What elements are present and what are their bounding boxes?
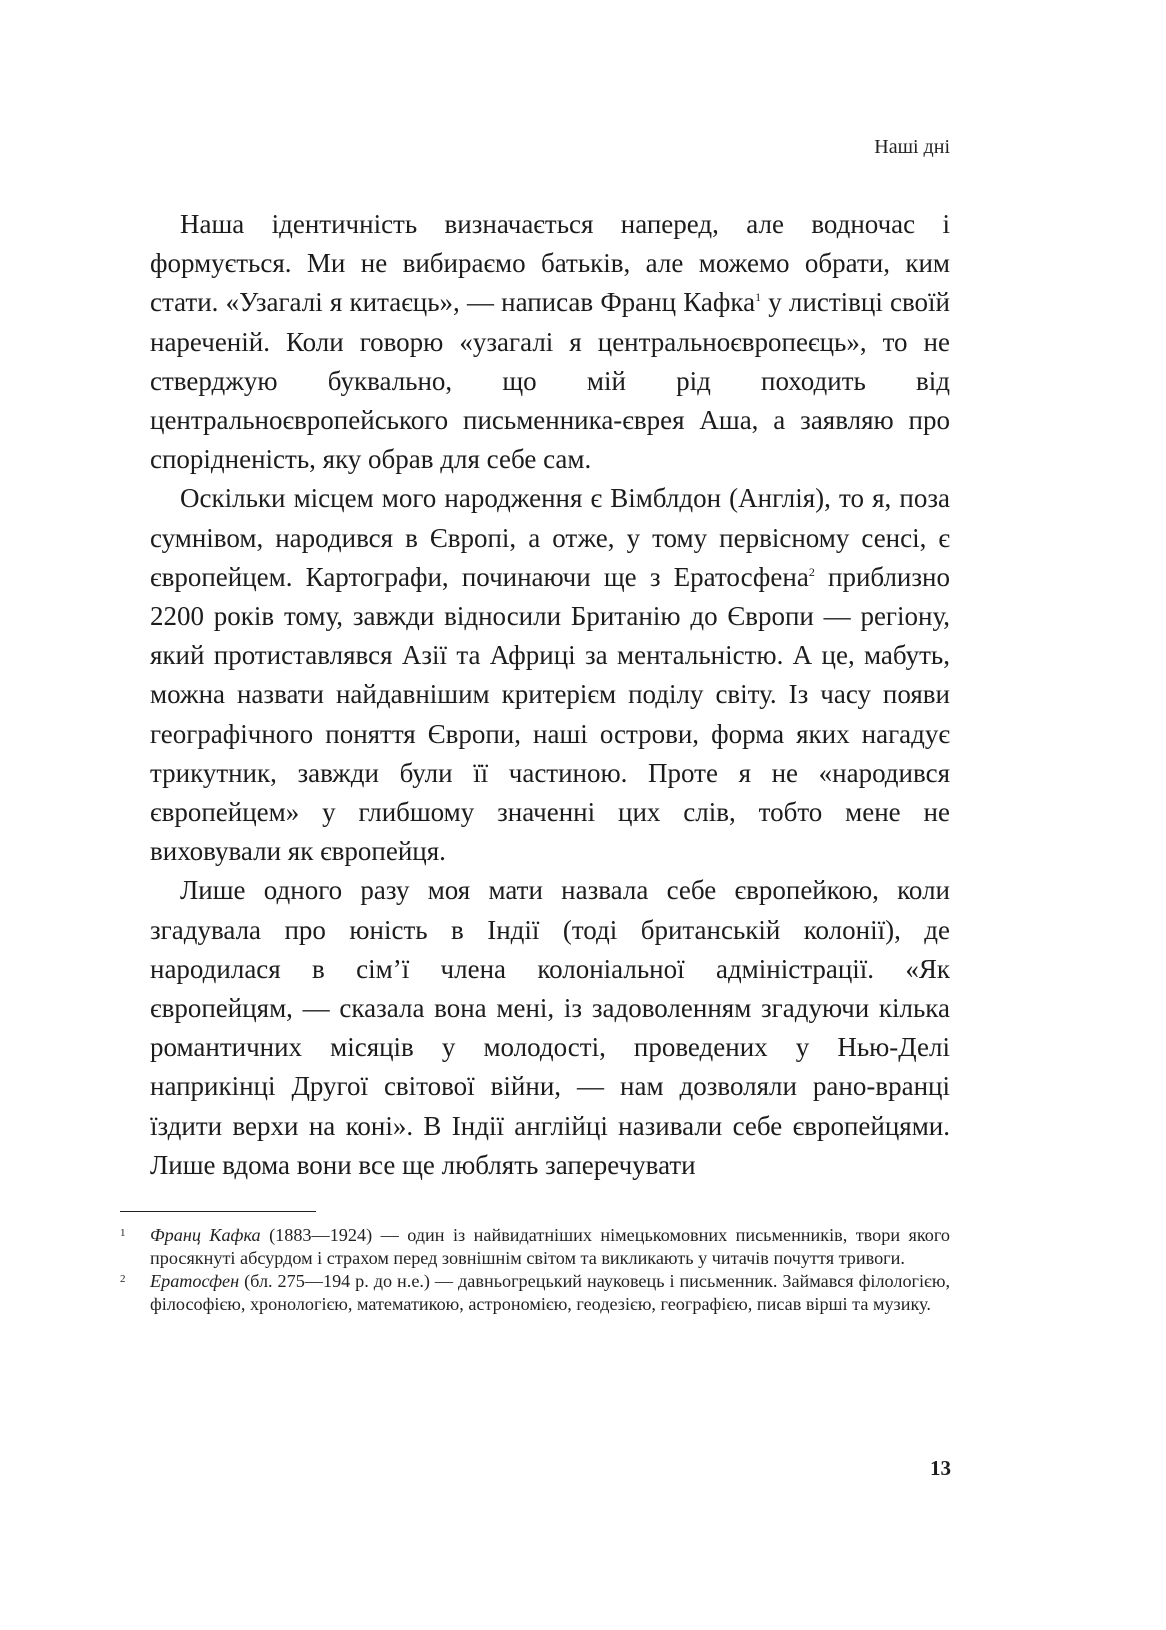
running-head: Наші дні — [874, 136, 950, 158]
footnote-text: (бл. 275—194 р. до н.е.) — давньогрецький науковець і письменник. Займався філологією, філософією, хронологією, математикою, астрономією, геодезією, географією, писав вірші та музику. — [150, 1271, 950, 1314]
paragraph-text: Наша ідентичність визначається наперед, але водночас і формується. Ми не вибираємо батьків, але можемо обрати, ким стати. «Узагалі я китаєць», — написав Франц Кафка — [150, 209, 950, 318]
footnote — [120, 1270, 950, 1316]
body-text — [150, 205, 950, 1185]
footnote-name: Ератосфен — [150, 1271, 240, 1291]
paragraph-text: Оскільки місцем мого народження є Вімблдон (Англія), то я, поза сумнівом, народився в Європі, а отже, у тому первісному сенсі, є європейцем. Картографи, починаючи ще з Ератосфена — [150, 483, 950, 592]
footnote-number: 2 — [120, 1273, 126, 1285]
paragraph-text: приблизно 2200 років тому, завжди відносили Британію до Європи — регіону, який протиставлявся Азії та Африці за ментальністю. А це, мабуть, можна назвати найдавнішим критерієм поділу світу. Із часу появи географічного поняття Європи, наші острови, форма яких нагадує трикутник, завжди були її частиною. Проте я не «народився європейцем» у глибшому значенні цих слів, тобто мене не виховували як європейця. — [150, 561, 950, 867]
paragraph — [150, 479, 950, 871]
paragraph — [150, 205, 950, 479]
footnote-text: (1883—1924) — один із найвидатніших німецькомовних письменників, твори якого просякнуті абсурдом і страхом перед зовнішнім світом та викликають у читачів почуття тривоги. — [150, 1225, 950, 1268]
footnote-ref[interactable]: 1 — [755, 290, 762, 305]
footnote-number: 1 — [120, 1227, 126, 1239]
paragraph — [150, 871, 950, 1185]
footnote-ref[interactable]: 2 — [808, 564, 815, 579]
footnotes — [120, 1224, 950, 1316]
paragraph-text: Лише одного разу моя мати назвала себе європейкою, коли згадувала про юність в Індії (тоді британській колонії), де народилася в сім’ї члена колоніальної адміністрації. «Як європейцям, — сказала вона мені, із задоволенням згадуючи кілька романтичних місяців у молодості, проведених у Нью-Делі наприкінці Другої світової війни, — нам дозволяли рано-вранці їздити верхи на коні». В Індії англійці називали себе європейцями. Лише вдома вони все ще люблять заперечувати — [150, 875, 950, 1180]
footnote — [120, 1224, 950, 1270]
footnote-divider — [120, 1211, 316, 1212]
paragraph-text: у листівці своїй нареченій. Коли говорю «узагалі я центральноєвропеєць», то не стверджую буквально, що мій рід походить від центральноєвропейського письменника-єврея Аша, а заявляю про спорідненість, яку обрав для себе сам. — [150, 287, 950, 475]
footnote-name: Франц Кафка — [150, 1225, 261, 1245]
page-number: 13 — [930, 1456, 951, 1480]
